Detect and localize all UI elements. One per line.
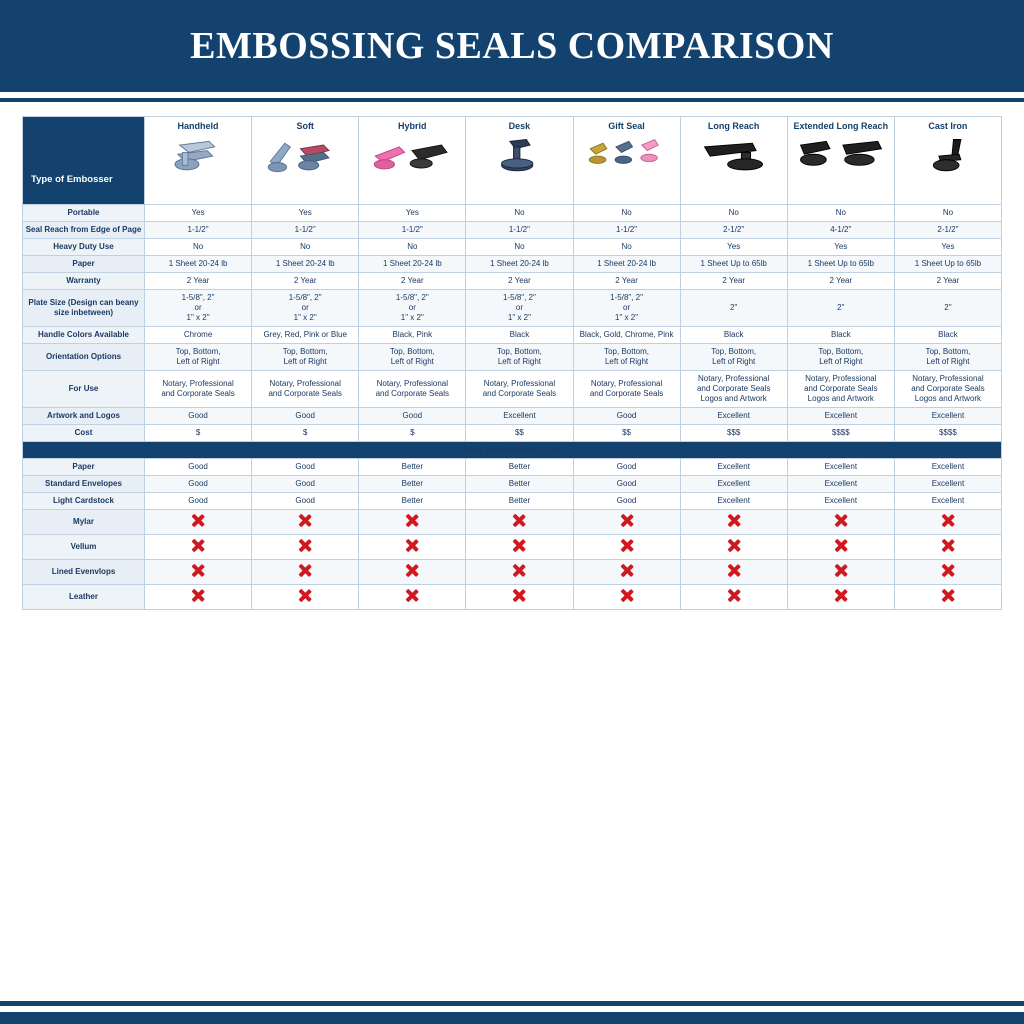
cell: Top, Bottom, Left of Right bbox=[573, 344, 680, 371]
x-mark-icon bbox=[191, 563, 206, 578]
table-row bbox=[23, 371, 1002, 408]
cell: Yes bbox=[894, 239, 1001, 256]
cell: Top, Bottom, Left of Right bbox=[252, 344, 359, 371]
row-label: Orientation Options bbox=[23, 344, 145, 371]
table-row bbox=[23, 425, 1002, 442]
x-mark-icon bbox=[191, 538, 206, 553]
cell: 2" bbox=[787, 290, 894, 327]
cell: 2" bbox=[680, 290, 787, 327]
x-mark-icon bbox=[405, 563, 420, 578]
soft-embosser-icon bbox=[256, 134, 354, 180]
cell: 1-1/2" bbox=[573, 222, 680, 239]
row-label: Vellum bbox=[23, 535, 145, 560]
x-mark-icon bbox=[512, 538, 527, 553]
x-mark-icon bbox=[833, 538, 848, 553]
x-mark-icon bbox=[512, 563, 527, 578]
cell: No bbox=[466, 239, 573, 256]
table-row bbox=[23, 256, 1002, 273]
row-label: Seal Reach from Edge of Page bbox=[23, 222, 145, 239]
cell: Excellent bbox=[680, 408, 787, 425]
table-row bbox=[23, 290, 1002, 327]
cell-not-supported bbox=[252, 510, 359, 535]
cell: Yes bbox=[680, 239, 787, 256]
header-row bbox=[23, 117, 1002, 205]
x-mark-icon bbox=[298, 588, 313, 603]
cell: Good bbox=[145, 493, 252, 510]
column-title: Desk bbox=[508, 121, 531, 131]
section-title: FOR EMBOSSING ON bbox=[23, 442, 1002, 459]
cell: $ bbox=[359, 425, 466, 442]
x-mark-icon bbox=[726, 588, 741, 603]
cell: 1 Sheet 20-24 lb bbox=[252, 256, 359, 273]
cell: Notary, Professional and Corporate Seals bbox=[573, 371, 680, 408]
cell: $ bbox=[252, 425, 359, 442]
column-header-handheld bbox=[145, 117, 252, 205]
cell: 1 Sheet Up to 65lb bbox=[894, 256, 1001, 273]
cell: Excellent bbox=[894, 476, 1001, 493]
cell: 1-5/8", 2" or 1" x 2" bbox=[466, 290, 573, 327]
column-title: Soft bbox=[296, 121, 314, 131]
cell: Excellent bbox=[894, 493, 1001, 510]
cell: Top, Bottom, Left of Right bbox=[145, 344, 252, 371]
cell-not-supported bbox=[145, 510, 252, 535]
x-mark-icon bbox=[512, 513, 527, 528]
cell: Yes bbox=[359, 205, 466, 222]
cell: Good bbox=[573, 459, 680, 476]
row-label: Handle Colors Available bbox=[23, 327, 145, 344]
cell-not-supported bbox=[252, 560, 359, 585]
cell-not-supported bbox=[680, 535, 787, 560]
table-row bbox=[23, 344, 1002, 371]
cell: No bbox=[145, 239, 252, 256]
cell-not-supported bbox=[894, 560, 1001, 585]
cell: Top, Bottom, Left of Right bbox=[466, 344, 573, 371]
x-mark-icon bbox=[619, 538, 634, 553]
row-label: Leather bbox=[23, 585, 145, 610]
cell: 1-5/8", 2" or 1" x 2" bbox=[573, 290, 680, 327]
column-title: Gift Seal bbox=[608, 121, 645, 131]
cell: $$ bbox=[573, 425, 680, 442]
cell: Top, Bottom, Left of Right bbox=[359, 344, 466, 371]
cell: Notary, Professional and Corporate Seals Logos and Artwork bbox=[680, 371, 787, 408]
cell: 2-1/2" bbox=[894, 222, 1001, 239]
row-label: Paper bbox=[23, 459, 145, 476]
cell: Notary, Professional and Corporate Seals bbox=[145, 371, 252, 408]
table-row bbox=[23, 222, 1002, 239]
hybrid-embosser-icon bbox=[363, 134, 461, 180]
x-mark-icon bbox=[405, 513, 420, 528]
cell: Better bbox=[359, 459, 466, 476]
cell: 2 Year bbox=[894, 273, 1001, 290]
corner-label: Type of Embosser bbox=[23, 117, 145, 205]
cell-not-supported bbox=[680, 585, 787, 610]
cell: Excellent bbox=[894, 459, 1001, 476]
x-mark-icon bbox=[833, 588, 848, 603]
cell: Black, Gold, Chrome, Pink bbox=[573, 327, 680, 344]
cell: Excellent bbox=[680, 476, 787, 493]
cell: 1 Sheet 20-24 lb bbox=[466, 256, 573, 273]
x-mark-icon bbox=[940, 513, 955, 528]
cell: $$ bbox=[466, 425, 573, 442]
row-label: Cost bbox=[23, 425, 145, 442]
cell: Good bbox=[145, 476, 252, 493]
cell: 2 Year bbox=[359, 273, 466, 290]
column-title: Long Reach bbox=[707, 121, 760, 131]
cell: 2 Year bbox=[252, 273, 359, 290]
cell: $$$ bbox=[680, 425, 787, 442]
cell: 1 Sheet 20-24 lb bbox=[573, 256, 680, 273]
cell: Black bbox=[787, 327, 894, 344]
page-title: EMBOSSING SEALS COMPARISON bbox=[190, 25, 834, 67]
table-row bbox=[23, 205, 1002, 222]
cell: Good bbox=[573, 408, 680, 425]
cell: Good bbox=[252, 459, 359, 476]
cell-not-supported bbox=[359, 510, 466, 535]
cell: 2" bbox=[894, 290, 1001, 327]
footer-band bbox=[0, 1012, 1024, 1024]
cell: Better bbox=[466, 493, 573, 510]
page-header bbox=[0, 0, 1024, 92]
row-label: Artwork and Logos bbox=[23, 408, 145, 425]
cell: No bbox=[680, 205, 787, 222]
cell-not-supported bbox=[252, 585, 359, 610]
cell-not-supported bbox=[252, 535, 359, 560]
desk-embosser-icon bbox=[470, 134, 568, 180]
cell: 1 Sheet 20-24 lb bbox=[359, 256, 466, 273]
cell: 2 Year bbox=[573, 273, 680, 290]
row-label: Plate Size (Design can beany size inbetween) bbox=[23, 290, 145, 327]
x-mark-icon bbox=[940, 563, 955, 578]
cell: 2 Year bbox=[145, 273, 252, 290]
cell: Excellent bbox=[787, 476, 894, 493]
cell: Good bbox=[252, 493, 359, 510]
table-row bbox=[23, 408, 1002, 425]
cell: Better bbox=[359, 476, 466, 493]
cell: Good bbox=[573, 476, 680, 493]
cell: Notary, Professional and Corporate Seals bbox=[466, 371, 573, 408]
row-label: Warranty bbox=[23, 273, 145, 290]
cell: Top, Bottom, Left of Right bbox=[894, 344, 1001, 371]
x-mark-icon bbox=[298, 563, 313, 578]
cell: 1-1/2" bbox=[252, 222, 359, 239]
cell: Better bbox=[359, 493, 466, 510]
footer-divider bbox=[0, 1001, 1024, 1006]
cell-not-supported bbox=[787, 560, 894, 585]
cell: Good bbox=[145, 408, 252, 425]
cell-not-supported bbox=[466, 510, 573, 535]
cell: Excellent bbox=[680, 493, 787, 510]
gift-seal-embosser-icon bbox=[578, 134, 676, 180]
cell: 2-1/2" bbox=[680, 222, 787, 239]
cell: Black bbox=[466, 327, 573, 344]
cell-not-supported bbox=[466, 560, 573, 585]
cell: Better bbox=[466, 459, 573, 476]
row-label: Mylar bbox=[23, 510, 145, 535]
cell-not-supported bbox=[466, 535, 573, 560]
cell-not-supported bbox=[573, 510, 680, 535]
cell-not-supported bbox=[573, 535, 680, 560]
cell-not-supported bbox=[573, 560, 680, 585]
cell: 1-5/8", 2" or 1" x 2" bbox=[145, 290, 252, 327]
cell-not-supported bbox=[680, 560, 787, 585]
cell: Yes bbox=[145, 205, 252, 222]
cell: Top, Bottom, Left of Right bbox=[680, 344, 787, 371]
table-row bbox=[23, 510, 1002, 535]
table-row bbox=[23, 273, 1002, 290]
cast-iron-embosser-icon bbox=[899, 134, 997, 180]
cell: Top, Bottom, Left of Right bbox=[787, 344, 894, 371]
cell: 1-1/2" bbox=[466, 222, 573, 239]
cell: Notary, Professional and Corporate Seals Logos and Artwork bbox=[787, 371, 894, 408]
cell: Good bbox=[359, 408, 466, 425]
cell: Excellent bbox=[894, 408, 1001, 425]
x-mark-icon bbox=[940, 588, 955, 603]
cell: Excellent bbox=[466, 408, 573, 425]
cell-not-supported bbox=[359, 560, 466, 585]
cell: Black bbox=[894, 327, 1001, 344]
cell: Chrome bbox=[145, 327, 252, 344]
x-mark-icon bbox=[619, 563, 634, 578]
cell: Yes bbox=[252, 205, 359, 222]
table-body-specs bbox=[23, 205, 1002, 610]
row-label: Light Cardstock bbox=[23, 493, 145, 510]
x-mark-icon bbox=[726, 563, 741, 578]
table-row bbox=[23, 327, 1002, 344]
cell: Black, Pink bbox=[359, 327, 466, 344]
cell: Excellent bbox=[787, 408, 894, 425]
table-row bbox=[23, 493, 1002, 510]
cell: Good bbox=[573, 493, 680, 510]
row-label: Lined Evenvlops bbox=[23, 560, 145, 585]
cell: Notary, Professional and Corporate Seals bbox=[359, 371, 466, 408]
column-header-desk bbox=[466, 117, 573, 205]
cell: No bbox=[252, 239, 359, 256]
cell: 1-5/8", 2" or 1" x 2" bbox=[252, 290, 359, 327]
column-title: Hybrid bbox=[398, 121, 427, 131]
cell-not-supported bbox=[145, 560, 252, 585]
cell: Good bbox=[252, 408, 359, 425]
cell: No bbox=[573, 205, 680, 222]
cell: 1-5/8", 2" or 1" x 2" bbox=[359, 290, 466, 327]
table-row bbox=[23, 476, 1002, 493]
x-mark-icon bbox=[619, 513, 634, 528]
cell-not-supported bbox=[680, 510, 787, 535]
cell-not-supported bbox=[787, 535, 894, 560]
x-mark-icon bbox=[512, 588, 527, 603]
column-title: Handheld bbox=[177, 121, 219, 131]
cell: Good bbox=[252, 476, 359, 493]
cell: Notary, Professional and Corporate Seals bbox=[252, 371, 359, 408]
x-mark-icon bbox=[726, 513, 741, 528]
table-row bbox=[23, 585, 1002, 610]
x-mark-icon bbox=[405, 538, 420, 553]
cell: Better bbox=[466, 476, 573, 493]
table-row bbox=[23, 459, 1002, 476]
cell: 1 Sheet Up to 65lb bbox=[787, 256, 894, 273]
cell-not-supported bbox=[145, 585, 252, 610]
handheld-embosser-icon bbox=[149, 134, 247, 180]
column-title: Extended Long Reach bbox=[793, 121, 889, 131]
cell: No bbox=[466, 205, 573, 222]
cell-not-supported bbox=[787, 585, 894, 610]
cell: $ bbox=[145, 425, 252, 442]
x-mark-icon bbox=[298, 513, 313, 528]
table-row bbox=[23, 535, 1002, 560]
row-label: For Use bbox=[23, 371, 145, 408]
column-header-gift-seal bbox=[573, 117, 680, 205]
column-header-soft bbox=[252, 117, 359, 205]
x-mark-icon bbox=[619, 588, 634, 603]
cell: Good bbox=[145, 459, 252, 476]
long-reach-embosser-icon bbox=[685, 134, 783, 180]
cell: 1 Sheet Up to 65lb bbox=[680, 256, 787, 273]
cell-not-supported bbox=[359, 535, 466, 560]
comparison-table bbox=[22, 116, 1002, 610]
section-header-row bbox=[23, 442, 1002, 459]
x-mark-icon bbox=[191, 513, 206, 528]
cell-not-supported bbox=[894, 585, 1001, 610]
cell-not-supported bbox=[894, 535, 1001, 560]
cell: Notary, Professional and Corporate Seals Logos and Artwork bbox=[894, 371, 1001, 408]
x-mark-icon bbox=[298, 538, 313, 553]
x-mark-icon bbox=[940, 538, 955, 553]
cell: No bbox=[573, 239, 680, 256]
cell-not-supported bbox=[787, 510, 894, 535]
cell: $$$$ bbox=[894, 425, 1001, 442]
cell: Excellent bbox=[680, 459, 787, 476]
cell: No bbox=[787, 205, 894, 222]
cell-not-supported bbox=[466, 585, 573, 610]
table-head bbox=[23, 117, 1002, 205]
cell: Yes bbox=[787, 239, 894, 256]
cell: No bbox=[359, 239, 466, 256]
cell: Excellent bbox=[787, 493, 894, 510]
row-label: Heavy Duty Use bbox=[23, 239, 145, 256]
table-row bbox=[23, 560, 1002, 585]
cell: Excellent bbox=[787, 459, 894, 476]
column-header-extended-long-reach bbox=[787, 117, 894, 205]
x-mark-icon bbox=[726, 538, 741, 553]
row-label: Portable bbox=[23, 205, 145, 222]
cell: 4-1/2" bbox=[787, 222, 894, 239]
x-mark-icon bbox=[833, 513, 848, 528]
cell: 2 Year bbox=[787, 273, 894, 290]
cell: 1-1/2" bbox=[359, 222, 466, 239]
table-row bbox=[23, 239, 1002, 256]
column-title: Cast Iron bbox=[928, 121, 968, 131]
cell-not-supported bbox=[573, 585, 680, 610]
column-header-hybrid bbox=[359, 117, 466, 205]
cell-not-supported bbox=[359, 585, 466, 610]
cell: 2 Year bbox=[680, 273, 787, 290]
x-mark-icon bbox=[191, 588, 206, 603]
cell-not-supported bbox=[894, 510, 1001, 535]
comparison-table-wrapper bbox=[0, 102, 1024, 610]
cell: No bbox=[894, 205, 1001, 222]
cell: Grey, Red, Pink or Blue bbox=[252, 327, 359, 344]
row-label: Standard Envelopes bbox=[23, 476, 145, 493]
cell: $$$$ bbox=[787, 425, 894, 442]
extended-long-reach-embosser-icon bbox=[792, 134, 890, 180]
row-label: Paper bbox=[23, 256, 145, 273]
x-mark-icon bbox=[405, 588, 420, 603]
cell: 2 Year bbox=[466, 273, 573, 290]
cell-not-supported bbox=[145, 535, 252, 560]
column-header-long-reach bbox=[680, 117, 787, 205]
x-mark-icon bbox=[833, 563, 848, 578]
column-header-cast-iron bbox=[894, 117, 1001, 205]
cell: 1 Sheet 20-24 lb bbox=[145, 256, 252, 273]
cell: 1-1/2" bbox=[145, 222, 252, 239]
cell: Black bbox=[680, 327, 787, 344]
